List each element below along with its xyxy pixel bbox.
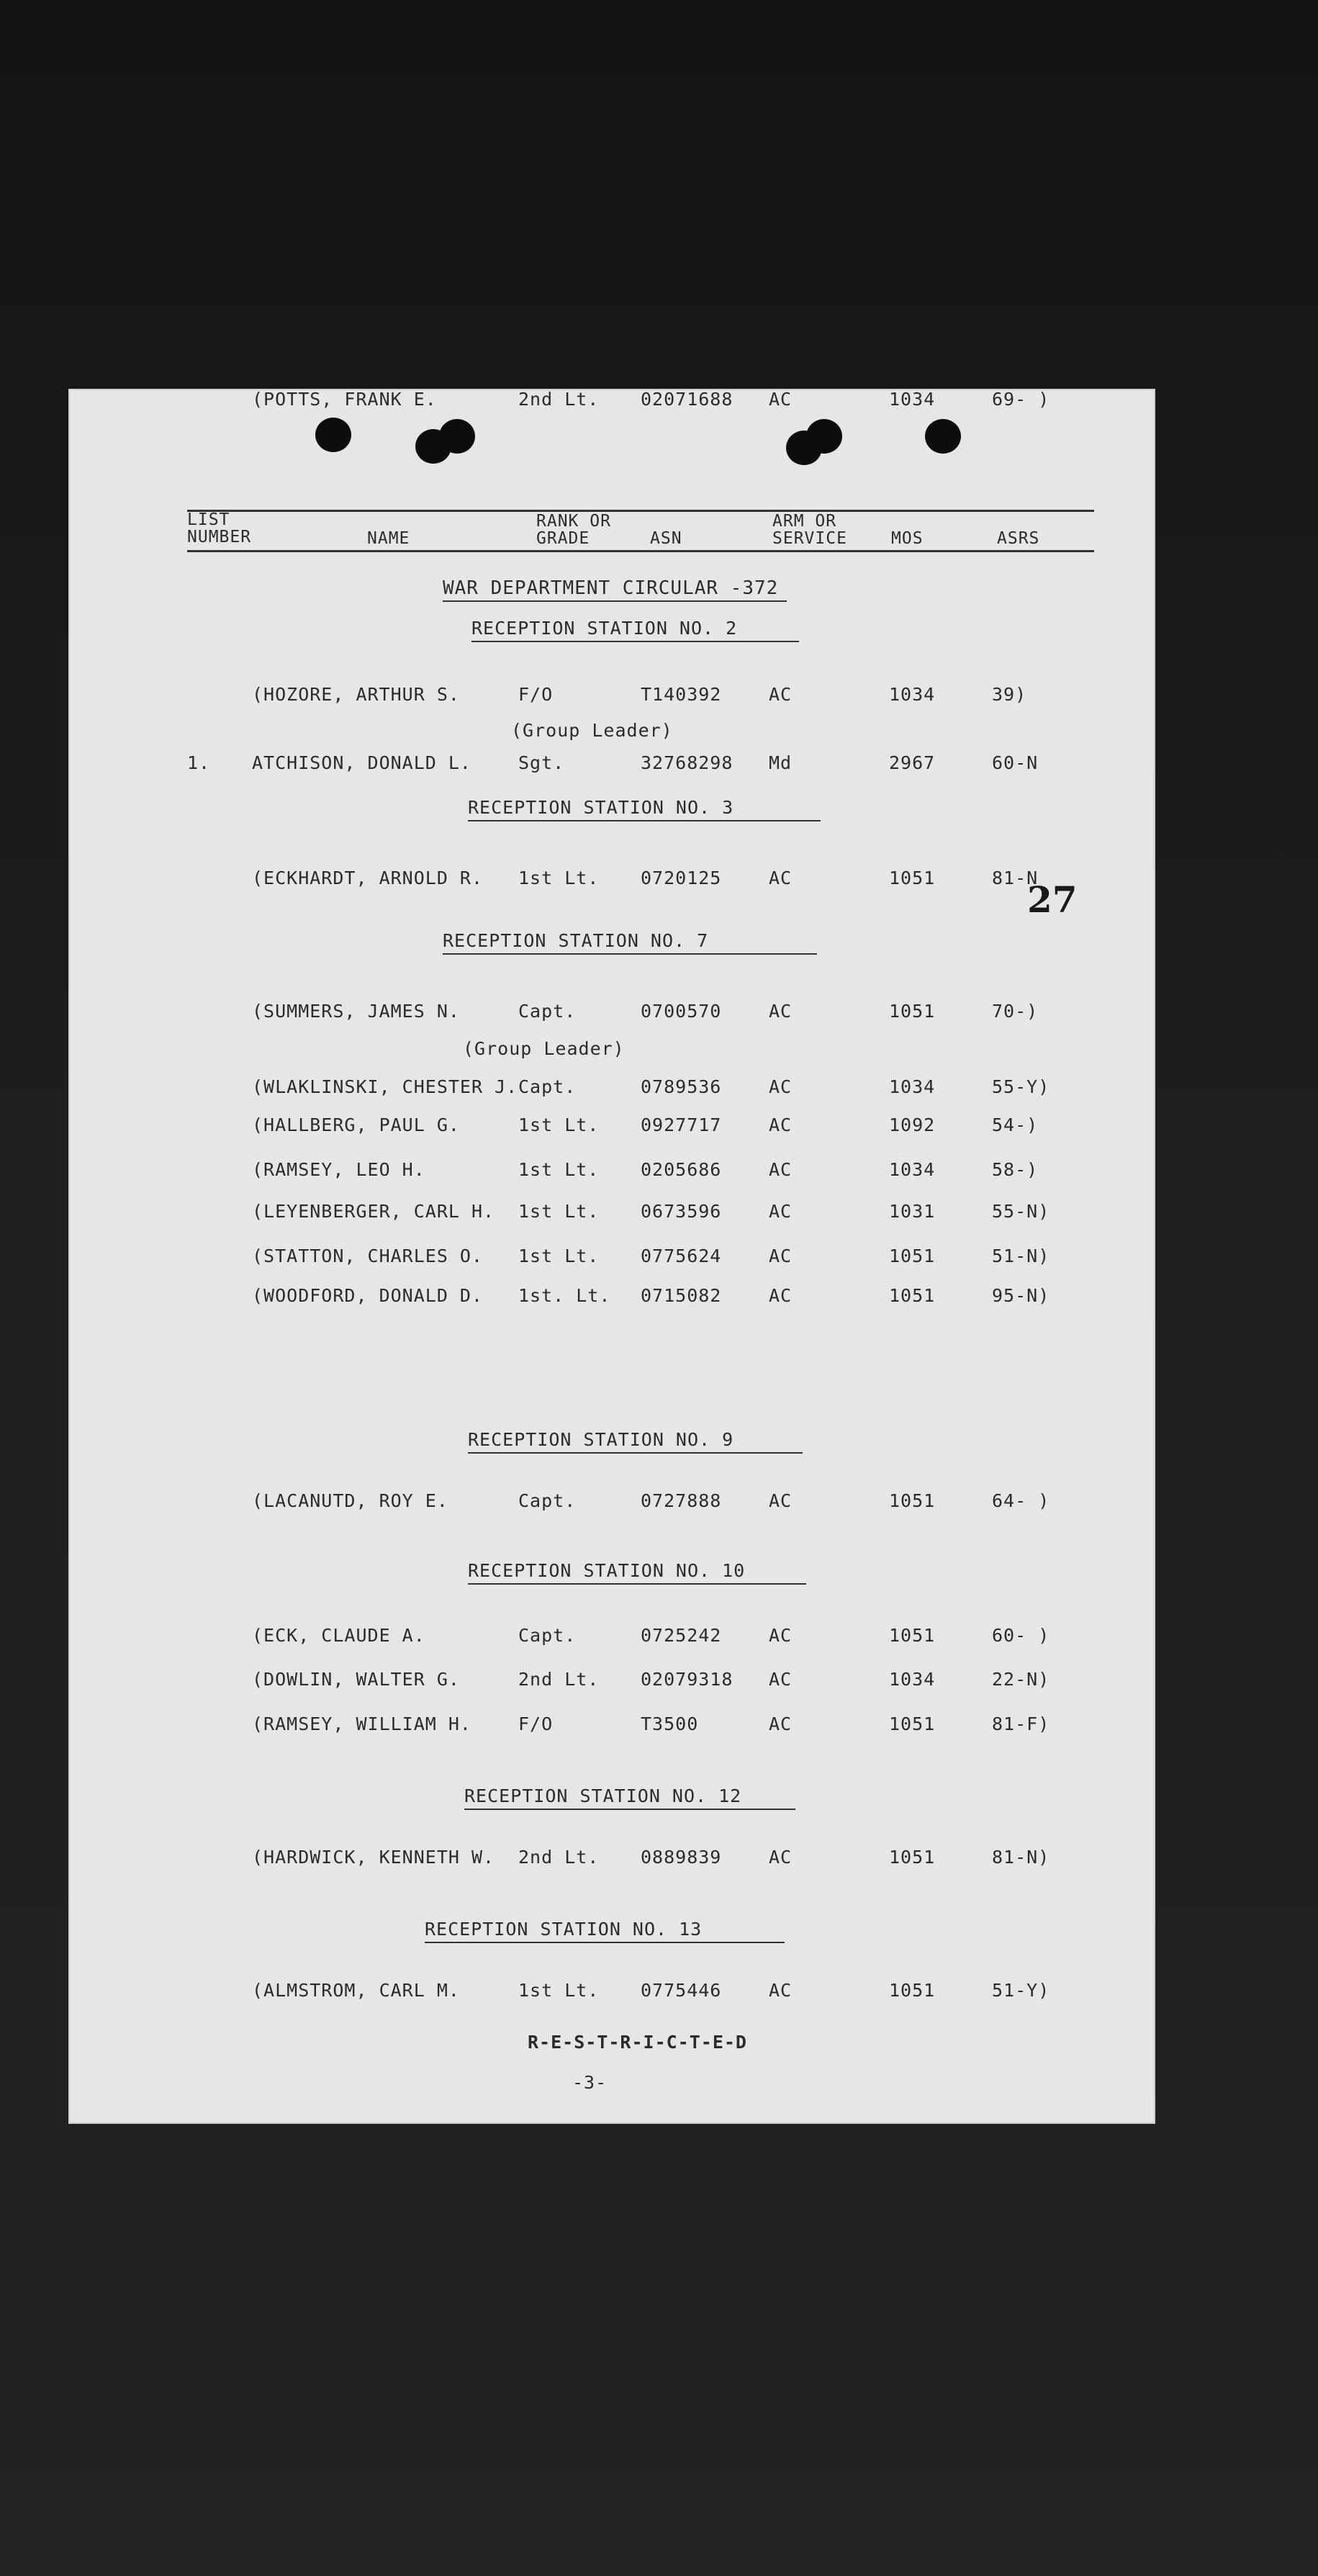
row-rank: 1st Lt. — [518, 868, 600, 888]
station-heading: RECEPTION STATION NO. 2 — [471, 618, 738, 639]
row-asrs: 54-) — [992, 1114, 1039, 1135]
circular-title: WAR DEPARTMENT CIRCULAR -372 — [443, 577, 779, 599]
row-asn: T3500 — [641, 1713, 699, 1734]
row-mos: 1031 — [889, 1201, 936, 1222]
station-heading-underline — [471, 641, 799, 642]
station-heading-underline — [468, 1452, 803, 1454]
row-asrs: 55-N) — [992, 1201, 1050, 1222]
row-mos: 1092 — [889, 1114, 936, 1135]
row-mos: 1034 — [889, 1076, 936, 1097]
row-arm: AC — [769, 1713, 793, 1734]
row-rank: Capt. — [518, 1490, 577, 1511]
station-heading-underline — [443, 953, 817, 955]
row-asrs: 81-F) — [992, 1713, 1050, 1734]
row-rank: 2nd Lt. — [518, 1847, 600, 1868]
row-rank: F/O — [518, 684, 554, 705]
station-heading-underline — [464, 1809, 795, 1810]
row-asn: 0789536 — [641, 1076, 722, 1097]
row-mos: 1051 — [889, 1246, 936, 1266]
row-asrs: 95-N) — [992, 1285, 1050, 1306]
row-name: ATCHISON, DONALD L. — [252, 752, 471, 773]
row-asrs: 55-Y) — [992, 1076, 1050, 1097]
row-arm: AC — [769, 1246, 793, 1266]
row-asn: 0727888 — [641, 1490, 722, 1511]
row-asn: 02071688 — [641, 389, 734, 410]
row-mos: 1051 — [889, 1713, 936, 1734]
row-arm: AC — [769, 1201, 793, 1222]
row-arm: AC — [769, 1285, 793, 1306]
group-leader-note: (Group Leader) — [511, 720, 673, 741]
station-heading-underline — [468, 1583, 806, 1585]
row-name: (HOZORE, ARTHUR S. — [252, 684, 460, 705]
row-arm: AC — [769, 1625, 793, 1646]
row-rank: 2nd Lt. — [518, 1669, 600, 1690]
row-asrs: 69- ) — [992, 389, 1050, 410]
row-asrs: 81-N — [992, 868, 1039, 888]
station-heading: RECEPTION STATION NO. 10 — [468, 1560, 746, 1581]
page-number: -3- — [572, 2072, 608, 2093]
row-name: (RAMSEY, LEO H. — [252, 1159, 425, 1180]
row-asn: 0927717 — [641, 1114, 722, 1135]
row-mos: 1051 — [889, 868, 936, 888]
row-name: (WLAKLINSKI, CHESTER J. — [252, 1076, 518, 1097]
group-leader-note: (Group Leader) — [463, 1038, 625, 1059]
row-rank: 1st Lt. — [518, 1246, 600, 1266]
row-asn: 0725242 — [641, 1625, 722, 1646]
row-rank: 1st. Lt. — [518, 1285, 611, 1306]
row-rank: 2nd Lt. — [518, 389, 600, 410]
row-mos: 1051 — [889, 1285, 936, 1306]
row-arm: AC — [769, 1847, 793, 1868]
row-list: 1. — [187, 752, 211, 773]
row-mos: 1034 — [889, 389, 936, 410]
row-asn: 0715082 — [641, 1285, 722, 1306]
punch-hole — [315, 418, 351, 452]
row-asrs: 60-N — [992, 752, 1039, 773]
row-asn: 0205686 — [641, 1159, 722, 1180]
station-heading-underline — [468, 820, 821, 821]
row-mos: 1051 — [889, 1001, 936, 1022]
station-heading-underline — [425, 1942, 785, 1943]
row-asrs: 60- ) — [992, 1625, 1050, 1646]
row-mos: 1051 — [889, 1980, 936, 2001]
row-arm: AC — [769, 1001, 793, 1022]
row-arm: AC — [769, 1076, 793, 1097]
row-rank: 1st Lt. — [518, 1980, 600, 2001]
row-asn: T140392 — [641, 684, 722, 705]
document-page — [68, 389, 1155, 2124]
punch-hole — [439, 419, 475, 454]
row-name: (RAMSEY, WILLIAM H. — [252, 1713, 471, 1734]
row-asrs: 70-) — [992, 1001, 1039, 1022]
circular-underline — [443, 600, 787, 602]
row-mos: 1034 — [889, 1159, 936, 1180]
row-name: (HARDWICK, KENNETH W. — [252, 1847, 495, 1868]
row-arm: AC — [769, 1159, 793, 1180]
header-bottom-rule — [187, 550, 1094, 552]
row-name: (LACANUTD, ROY E. — [252, 1490, 448, 1511]
row-asrs: 64- ) — [992, 1490, 1050, 1511]
row-name: (ALMSTROM, CARL M. — [252, 1980, 460, 2001]
row-asn: 0889839 — [641, 1847, 722, 1868]
row-asrs: 51-Y) — [992, 1980, 1050, 2001]
header-asn: ASN — [650, 529, 682, 548]
station-heading: RECEPTION STATION NO. 7 — [443, 930, 709, 951]
row-name: (POTTS, FRANK E. — [252, 389, 437, 410]
station-heading: RECEPTION STATION NO. 13 — [425, 1919, 703, 1940]
row-name: (ECKHARDT, ARNOLD R. — [252, 868, 484, 888]
row-asrs: 22-N) — [992, 1669, 1050, 1690]
restricted-marking: R-E-S-T-R-I-C-T-E-D — [528, 2032, 747, 2053]
page-stamp-number: 27 — [1027, 878, 1078, 921]
row-arm: AC — [769, 1490, 793, 1511]
header-mos: MOS — [891, 529, 924, 548]
row-arm: AC — [769, 1980, 793, 2001]
row-name: (STATTON, CHARLES O. — [252, 1246, 484, 1266]
row-mos: 2967 — [889, 752, 936, 773]
row-arm: AC — [769, 389, 793, 410]
row-name: (HALLBERG, PAUL G. — [252, 1114, 460, 1135]
row-asrs: 51-N) — [992, 1246, 1050, 1266]
row-rank: Capt. — [518, 1076, 577, 1097]
row-name: (ECK, CLAUDE A. — [252, 1625, 425, 1646]
row-asrs: 39) — [992, 684, 1027, 705]
punch-hole — [925, 419, 961, 454]
row-rank: Sgt. — [518, 752, 565, 773]
station-heading: RECEPTION STATION NO. 12 — [464, 1785, 742, 1806]
header-name: NAME — [367, 529, 410, 548]
row-asn: 02079318 — [641, 1669, 734, 1690]
row-rank: 1st Lt. — [518, 1159, 600, 1180]
row-asn: 0700570 — [641, 1001, 722, 1022]
station-heading: RECEPTION STATION NO. 9 — [468, 1429, 734, 1450]
row-name: (LEYENBERGER, CARL H. — [252, 1201, 495, 1222]
header-top-rule — [187, 510, 1094, 512]
row-mos: 1034 — [889, 1669, 936, 1690]
row-rank: Capt. — [518, 1001, 577, 1022]
row-mos: 1051 — [889, 1490, 936, 1511]
row-name: (SUMMERS, JAMES N. — [252, 1001, 460, 1022]
punch-hole — [806, 419, 842, 454]
station-heading: RECEPTION STATION NO. 3 — [468, 797, 734, 818]
row-arm: Md — [769, 752, 793, 773]
row-asn: 0720125 — [641, 868, 722, 888]
header-list-number: LIST NUMBER — [187, 510, 252, 546]
row-arm: AC — [769, 868, 793, 888]
header-arm: ARM OR SERVICE — [772, 512, 847, 548]
row-asn: 0673596 — [641, 1201, 722, 1222]
row-rank: 1st Lt. — [518, 1201, 600, 1222]
row-rank: 1st Lt. — [518, 1114, 600, 1135]
header-rank: RANK OR GRADE — [536, 512, 611, 548]
row-rank: F/O — [518, 1713, 554, 1734]
row-name: (DOWLIN, WALTER G. — [252, 1669, 460, 1690]
row-name: (WOODFORD, DONALD D. — [252, 1285, 484, 1306]
row-arm: AC — [769, 1114, 793, 1135]
row-mos: 1051 — [889, 1847, 936, 1868]
row-asn: 32768298 — [641, 752, 734, 773]
header-asrs: ASRS — [997, 529, 1040, 548]
row-mos: 1051 — [889, 1625, 936, 1646]
row-arm: AC — [769, 1669, 793, 1690]
row-asn: 0775446 — [641, 1980, 722, 2001]
row-mos: 1034 — [889, 684, 936, 705]
row-asn: 0775624 — [641, 1246, 722, 1266]
row-arm: AC — [769, 684, 793, 705]
row-asrs: 58-) — [992, 1159, 1039, 1180]
row-rank: Capt. — [518, 1625, 577, 1646]
row-asrs: 81-N) — [992, 1847, 1050, 1868]
